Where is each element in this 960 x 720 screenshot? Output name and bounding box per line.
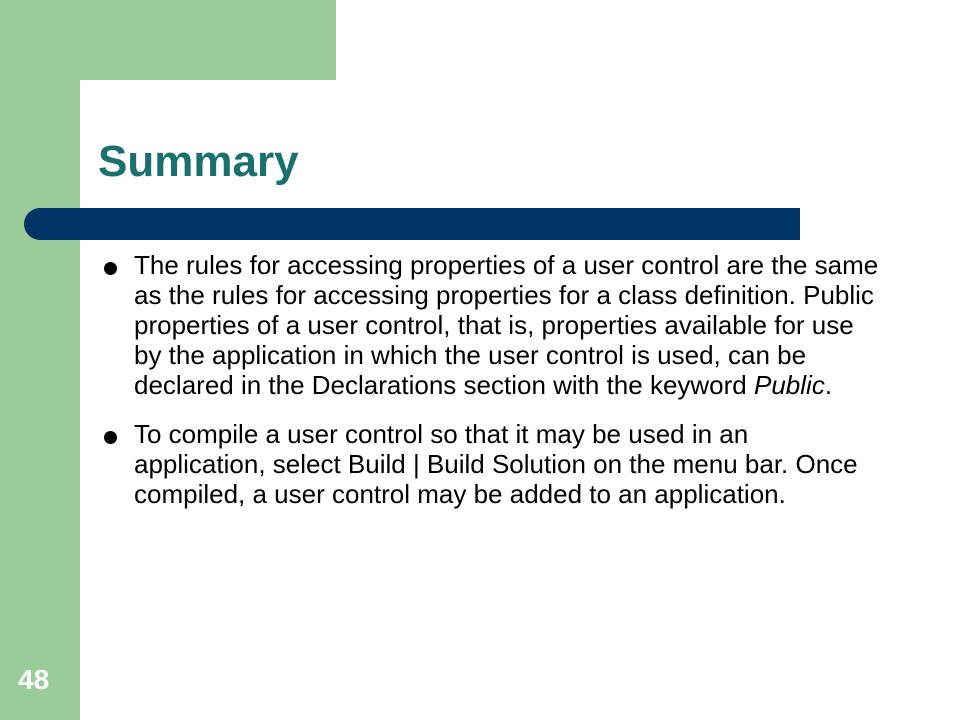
bullet-text bbox=[134, 250, 878, 400]
top-green-band bbox=[0, 0, 336, 80]
slide-number: 48 bbox=[18, 664, 50, 695]
title-underline-bar bbox=[24, 208, 800, 240]
bullet-dot-icon bbox=[104, 431, 117, 444]
bullet-dot-icon bbox=[104, 262, 117, 275]
bullet-text bbox=[134, 419, 858, 509]
bullet-text-end: . bbox=[824, 370, 833, 400]
slide-title: Summary bbox=[98, 137, 299, 186]
bullet-text-main: The rules for accessing properties of a user control are the same as the rules for accessing properties for a class definition. Public properties of a user control, that is, properties available for use by the application in which the user control is used, can be declared in the Declarations section with the keyword bbox=[134, 250, 879, 400]
bullet-item bbox=[100, 250, 880, 400]
bullet-item bbox=[100, 419, 880, 509]
bullet-list bbox=[100, 250, 880, 528]
keyword-emphasis: Public bbox=[754, 370, 825, 400]
left-green-band bbox=[0, 0, 80, 720]
bullet-text-main: To compile a user control so that it may be used in an application, select Build | Build Solution on the menu bar. Once compiled, a user control may be added to an application. bbox=[134, 419, 858, 509]
